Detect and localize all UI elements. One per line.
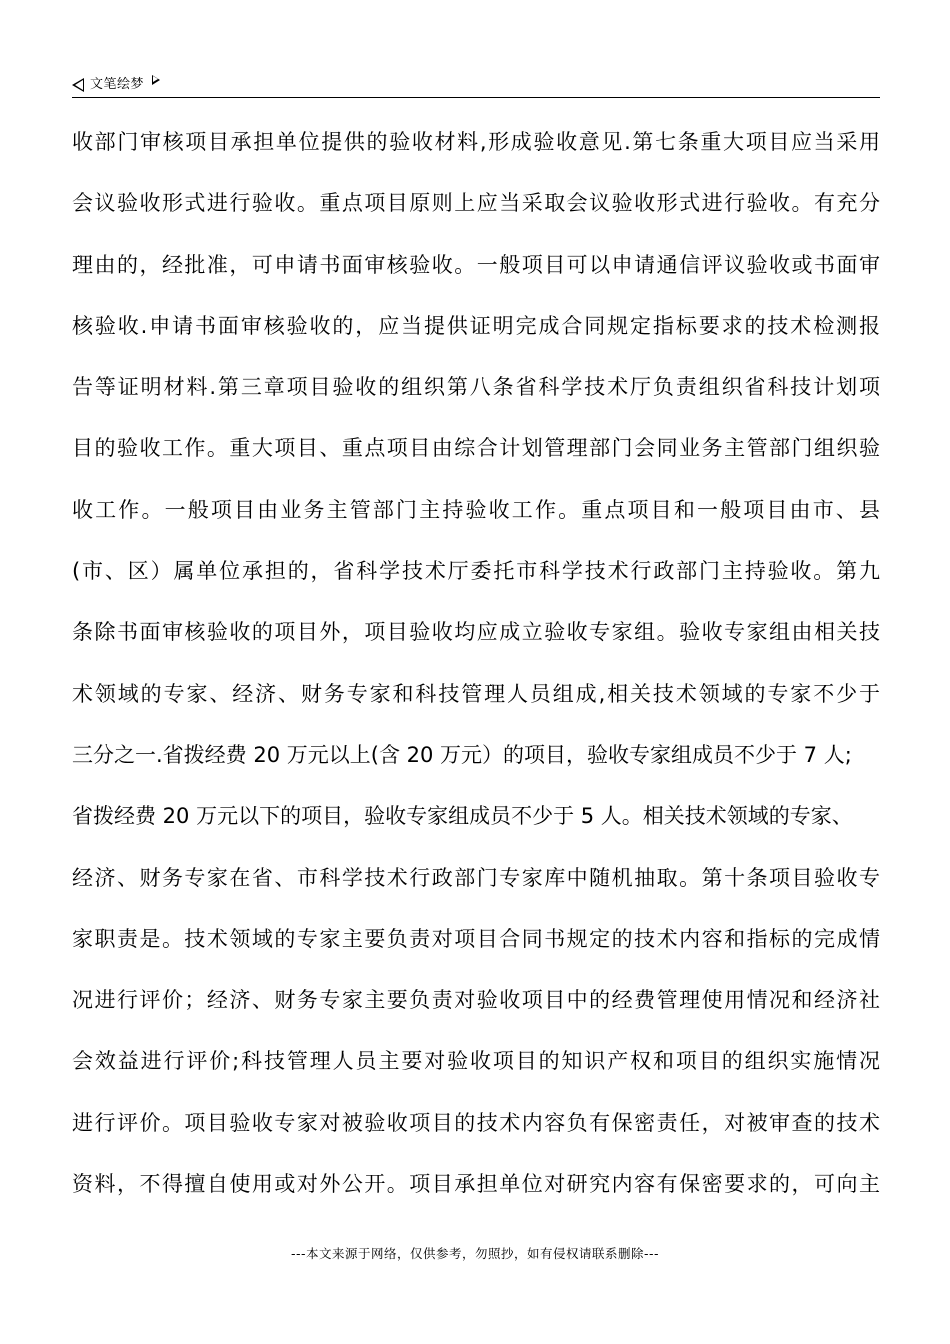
body-line: 经济、财务专家在省、市科学技术行政部门专家库中随机抽取。第十条项目验收专 [72,865,880,890]
body-line: 进行评价。项目验收专家对被验收项目的技术内容负有保密责任，对被审查的技术 [72,1110,880,1135]
body-line: 资料，不得擅自使用或对外公开。项目承担单位对研究内容有保密要求的，可向主 [72,1172,880,1197]
body-line: 条除书面审核验收的项目外，项目验收均应成立验收专家组。验收专家组由相关技 [72,620,880,645]
body-line: 目的验收工作。重大项目、重点项目由综合计划管理部门会同业务主管部门组织验 [72,436,880,461]
body-line: 收部门审核项目承担单位提供的验收材料,形成验收意见.第七条重大项目应当采用 [72,130,880,154]
body-line: 家职责是。技术领域的专家主要负责对项目合同书规定的技术内容和指标的完成情 [72,926,880,951]
body-line: 会议验收形式进行验收。重点项目原则上应当采取会议验收形式进行验收。有充分 [72,191,880,216]
page-footer: ---本文来源于网络，仅供参考，勿照抄，如有侵权请联系删除--- [290,1246,660,1261]
body-line: 核验收.申请书面审核验收的，应当提供证明完成合同规定指标要求的技术检测报 [72,313,880,338]
body-line: 况进行评价；经济、财务专家主要负责对验收项目中的经费管理使用情况和经济社 [72,988,880,1013]
body-line: 理由的，经批准，可申请书面审核验收。一般项目可以申请通信评议验收或书面审 [72,252,880,277]
page-header [72,72,880,98]
body-line: 收工作。一般项目由业务主管部门主持验收工作。重点项目和一般项目由市、县 [72,497,880,522]
body-line: (市、区）属单位承担的，省科学技术厅委托市科学技术行政部门主持验收。第九 [72,559,880,584]
document-body [72,112,880,1215]
triangle-right-icon [152,75,160,85]
body-line: 会效益进行评价;科技管理人员主要对验收项目的知识产权和项目的组织实施情况 [72,1049,880,1074]
body-line: 三分之一.省拨经费 20 万元以上(含 20 万元）的项目，验收专家组成员不少于 7 人; [72,742,852,767]
body-line: 术领域的专家、经济、财务专家和科技管理人员组成,相关技术领域的专家不少于 [72,681,880,706]
header-title: 文笔绘梦 [90,77,145,92]
body-line: 省拨经费 20 万元以下的项目，验收专家组成员不少于 5 人。相关技术领域的专家、 [72,804,853,829]
triangle-left-icon [72,78,84,92]
body-line: 告等证明材料.第三章项目验收的组织第八条省科学技术厅负责组织省科技计划项 [72,375,880,400]
